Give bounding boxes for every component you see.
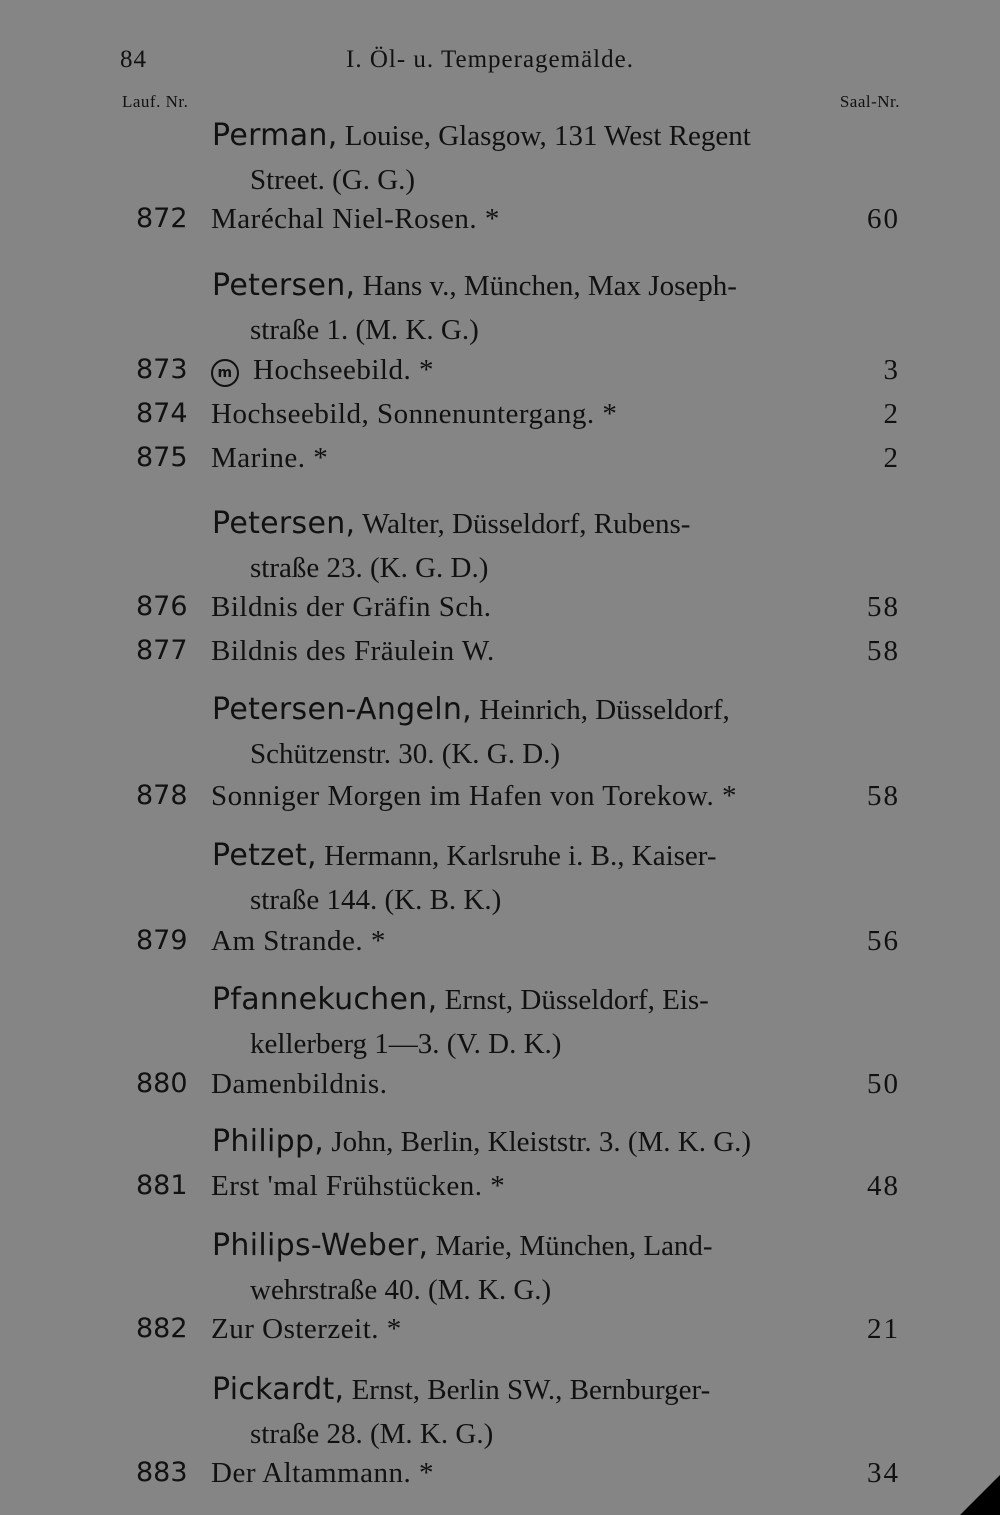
catalog-entry (0, 203, 1000, 247)
entry-number: 882 (136, 1313, 188, 1344)
entry-number: 877 (136, 635, 188, 666)
artist-block (212, 1224, 848, 1312)
entry-number: 880 (136, 1068, 188, 1099)
entry-hall-number: 21 (867, 1313, 900, 1345)
entry-number: 883 (136, 1457, 188, 1488)
catalog-entry (0, 1457, 1000, 1501)
entry-number: 879 (136, 925, 188, 956)
column-header-saal-nr: Saal-Nr. (839, 92, 900, 111)
artist-block (212, 834, 848, 922)
artist-name: Perman, (212, 118, 338, 153)
entry-number: 881 (136, 1170, 188, 1201)
artist-name: Philipp, (212, 1124, 325, 1159)
entry-title: Bildnis des Fräulein W. (211, 635, 495, 667)
entry-title: Zur Osterzeit. * (211, 1313, 402, 1345)
section-title: I. Öl- u. Temperagemälde. (346, 46, 634, 73)
artist-name: Petersen, (212, 268, 356, 303)
artist-address: straße 28. (M. K. G.) (250, 1418, 494, 1450)
entry-title: Der Altammann. * (211, 1457, 435, 1489)
entry-hall-number: 58 (867, 591, 900, 623)
artist-name: Petersen, (212, 506, 356, 541)
artist-address: straße 1. (M. K. G.) (250, 314, 479, 346)
artist-details: Hans v., München, Max Joseph- (362, 270, 737, 302)
catalog-entry (0, 635, 1000, 679)
artist-block (212, 688, 848, 776)
catalog-entry (0, 398, 1000, 442)
catalog-entry (0, 591, 1000, 635)
catalog-entry (0, 442, 1000, 486)
catalog-entry (0, 1068, 1000, 1112)
artist-details: Marie, München, Land- (435, 1230, 713, 1262)
entry-hall-number: 60 (867, 203, 900, 235)
artist-name: Petersen-Angeln, (212, 692, 473, 727)
entry-hall-number: 3 (883, 354, 900, 386)
entry-title: Am Strande. * (211, 925, 386, 957)
artist-name: Pfannekuchen, (212, 982, 438, 1017)
entry-number: 874 (136, 398, 188, 429)
entry-title: Hochseebild, Sonnenuntergang. * (211, 398, 618, 430)
entry-number: 873 (136, 354, 188, 385)
entry-number: 876 (136, 591, 188, 622)
artist-details: Heinrich, Düsseldorf, (479, 694, 730, 726)
artist-address: Street. (G. G.) (250, 164, 416, 196)
artist-name: Petzet, (212, 838, 317, 873)
artist-block (212, 978, 848, 1066)
entry-title: Hochseebild. * (253, 354, 434, 386)
artist-block (212, 264, 848, 352)
artist-details: Walter, Düsseldorf, Rubens- (362, 508, 691, 540)
entry-title: Bildnis der Gräfin Sch. (211, 591, 492, 623)
entry-hall-number: 50 (867, 1068, 900, 1100)
catalog-entry (0, 354, 1000, 398)
catalog-entry (0, 780, 1000, 824)
entry-title: Sonniger Morgen im Hafen von Torekow. * (211, 780, 737, 812)
artist-details: Ernst, Berlin SW., Bernburger- (351, 1374, 711, 1406)
page-number: 84 (120, 46, 147, 73)
artist-block (212, 114, 848, 202)
entry-title: Damenbildnis. (211, 1068, 388, 1100)
catalog-entry (0, 925, 1000, 969)
catalog-entry (0, 1170, 1000, 1214)
artist-details: Hermann, Karlsruhe i. B., Kaiser- (324, 840, 717, 872)
entry-number: 872 (136, 203, 188, 234)
entry-title-wrap (211, 354, 434, 387)
artist-name: Pickardt, (212, 1372, 345, 1407)
artist-address: straße 144. (K. B. K.) (250, 884, 502, 916)
entry-hall-number: 48 (867, 1170, 900, 1202)
entry-hall-number: 56 (867, 925, 900, 957)
entry-number: 878 (136, 780, 188, 811)
entry-hall-number: 2 (883, 442, 900, 474)
artist-block (212, 502, 848, 590)
artist-address: kellerberg 1—3. (V. D. K.) (250, 1028, 562, 1060)
artist-address: Schützenstr. 30. (K. G. D.) (250, 738, 561, 770)
entry-title: Maréchal Niel-Rosen. * (211, 203, 500, 235)
catalog-entry (0, 1313, 1000, 1357)
artist-name: Philips-Weber, (212, 1228, 429, 1263)
artist-block (212, 1368, 848, 1456)
entry-hall-number: 2 (883, 398, 900, 430)
entry-title: Marine. * (211, 442, 329, 474)
artist-address: straße 23. (K. G. D.) (250, 552, 489, 584)
column-header-lauf-nr: Lauf. Nr. (122, 92, 189, 111)
page-corner-shadow (960, 1475, 1000, 1515)
entry-number: 875 (136, 442, 188, 473)
entry-hall-number: 58 (867, 780, 900, 812)
artist-details: Louise, Glasgow, 131 West Regent (344, 120, 751, 152)
artist-block (212, 1120, 848, 1164)
artist-details: John, Berlin, Kleiststr. 3. (M. K. G.) (331, 1126, 752, 1158)
entry-hall-number: 34 (867, 1457, 900, 1489)
artist-details: Ernst, Düsseldorf, Eis- (444, 984, 709, 1016)
entry-hall-number: 58 (867, 635, 900, 667)
artist-address: wehrstraße 40. (M. K. G.) (250, 1274, 552, 1306)
entry-title: Erst 'mal Frühstücken. * (211, 1170, 506, 1202)
monogram-mark-icon: m (211, 359, 239, 387)
